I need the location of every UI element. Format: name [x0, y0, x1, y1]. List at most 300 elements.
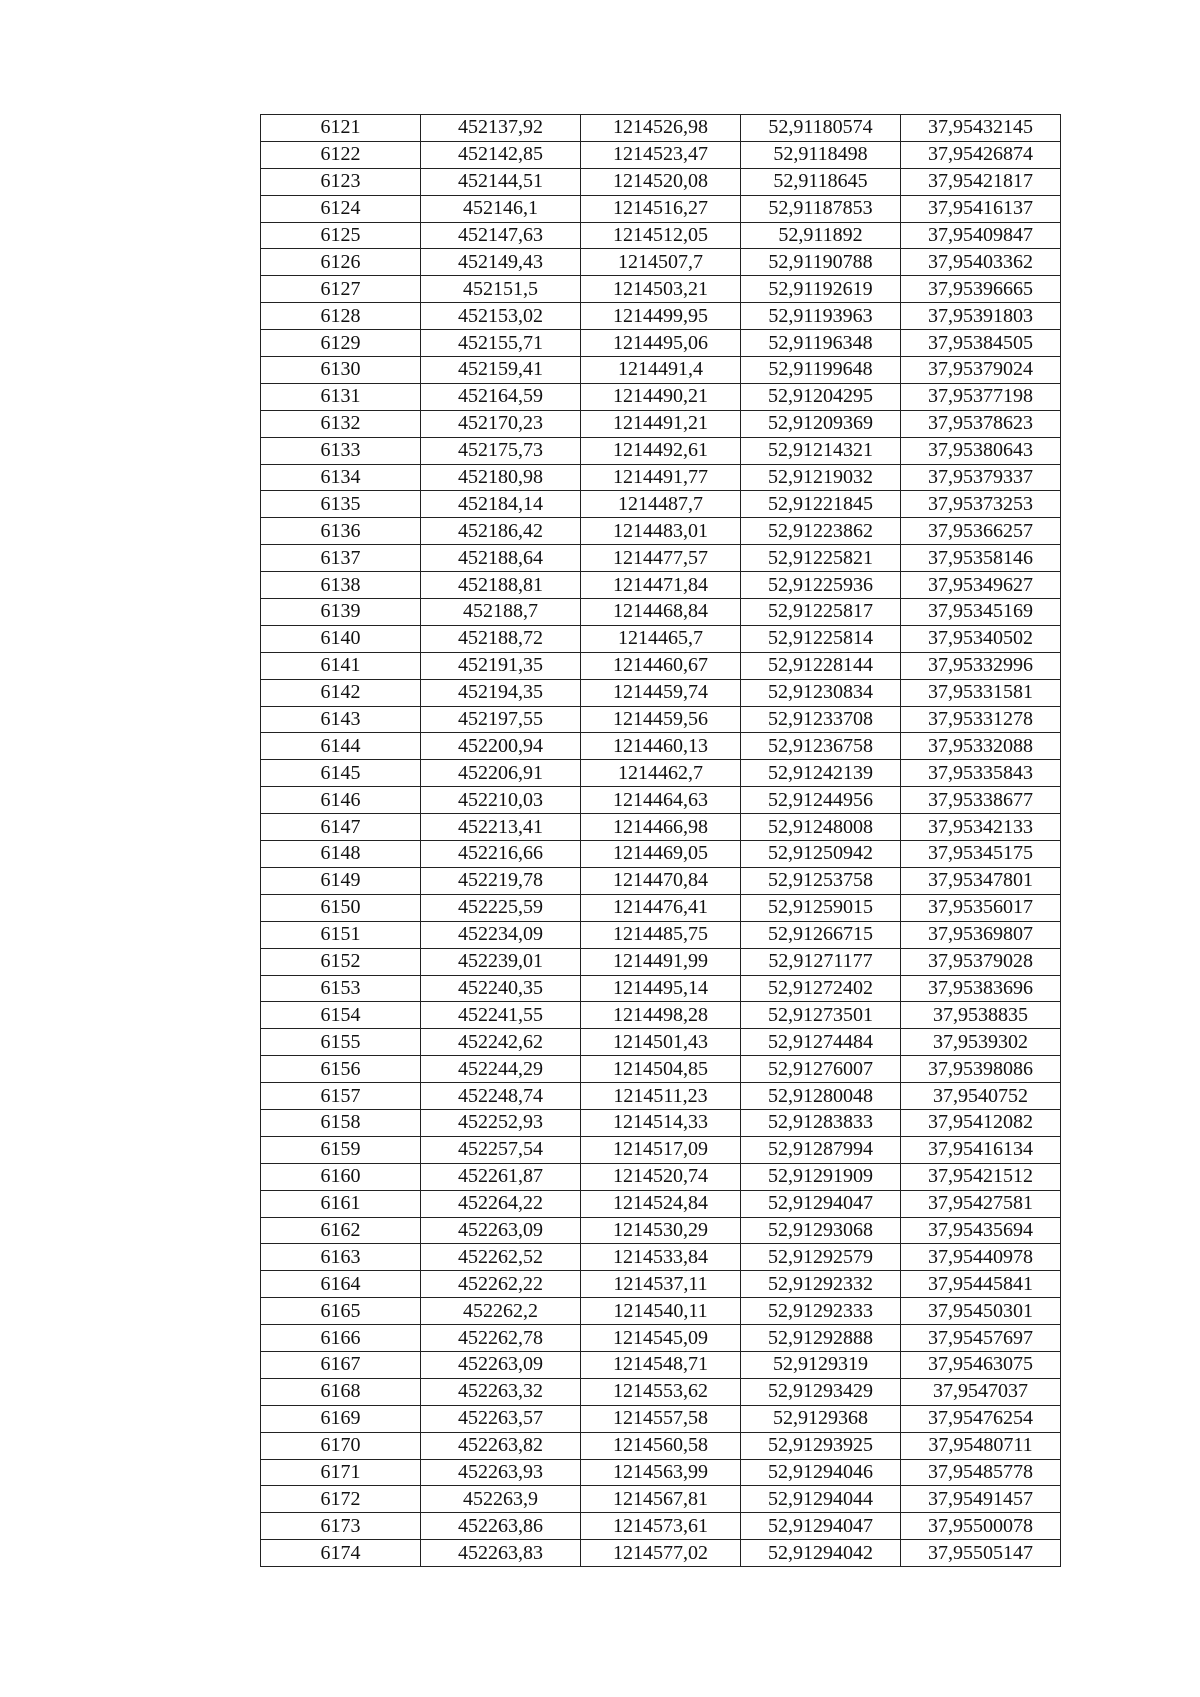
table-row	[261, 1217, 1061, 1244]
latitude-cell: 52,9129368	[741, 1405, 901, 1432]
table-row	[261, 760, 1061, 787]
longitude-cell: 37,95426874	[901, 141, 1061, 168]
y-coordinate-cell: 1214460,67	[581, 652, 741, 679]
longitude-cell: 37,95485778	[901, 1459, 1061, 1486]
table-row	[261, 491, 1061, 518]
table-row	[261, 652, 1061, 679]
x-coordinate-cell: 452188,72	[421, 625, 581, 652]
point-number-cell: 6172	[261, 1486, 421, 1513]
x-coordinate-cell: 452263,9	[421, 1486, 581, 1513]
y-coordinate-cell: 1214459,74	[581, 679, 741, 706]
latitude-cell: 52,91221845	[741, 491, 901, 518]
longitude-cell: 37,95435694	[901, 1217, 1061, 1244]
longitude-cell: 37,95450301	[901, 1298, 1061, 1325]
point-number-cell: 6132	[261, 410, 421, 437]
point-number-cell: 6173	[261, 1513, 421, 1540]
point-number-cell: 6142	[261, 679, 421, 706]
table-row	[261, 921, 1061, 948]
latitude-cell: 52,91204295	[741, 383, 901, 410]
table-row	[261, 599, 1061, 626]
point-number-cell: 6152	[261, 948, 421, 975]
longitude-cell: 37,95384505	[901, 330, 1061, 357]
y-coordinate-cell: 1214520,08	[581, 168, 741, 195]
x-coordinate-cell: 452234,09	[421, 921, 581, 948]
y-coordinate-cell: 1214490,21	[581, 383, 741, 410]
table-row	[261, 1351, 1061, 1378]
x-coordinate-cell: 452262,78	[421, 1325, 581, 1352]
x-coordinate-cell: 452262,2	[421, 1298, 581, 1325]
point-number-cell: 6133	[261, 437, 421, 464]
y-coordinate-cell: 1214468,84	[581, 599, 741, 626]
point-number-cell: 6130	[261, 357, 421, 384]
point-number-cell: 6162	[261, 1217, 421, 1244]
y-coordinate-cell: 1214567,81	[581, 1486, 741, 1513]
x-coordinate-cell: 452263,93	[421, 1459, 581, 1486]
table-row	[261, 948, 1061, 975]
x-coordinate-cell: 452257,54	[421, 1136, 581, 1163]
latitude-cell: 52,91271177	[741, 948, 901, 975]
point-number-cell: 6135	[261, 491, 421, 518]
latitude-cell: 52,91293925	[741, 1432, 901, 1459]
point-number-cell: 6150	[261, 894, 421, 921]
table-row	[261, 115, 1061, 142]
x-coordinate-cell: 452239,01	[421, 948, 581, 975]
point-number-cell: 6125	[261, 222, 421, 249]
latitude-cell: 52,91192619	[741, 276, 901, 303]
table-row	[261, 787, 1061, 814]
point-number-cell: 6139	[261, 599, 421, 626]
longitude-cell: 37,95416137	[901, 195, 1061, 222]
longitude-cell: 37,95440978	[901, 1244, 1061, 1271]
x-coordinate-cell: 452263,09	[421, 1217, 581, 1244]
x-coordinate-cell: 452248,74	[421, 1083, 581, 1110]
point-number-cell: 6160	[261, 1163, 421, 1190]
coordinates-table	[260, 114, 1061, 1567]
y-coordinate-cell: 1214466,98	[581, 814, 741, 841]
x-coordinate-cell: 452216,66	[421, 841, 581, 868]
latitude-cell: 52,91292332	[741, 1271, 901, 1298]
x-coordinate-cell: 452263,86	[421, 1513, 581, 1540]
latitude-cell: 52,91223862	[741, 518, 901, 545]
point-number-cell: 6124	[261, 195, 421, 222]
point-number-cell: 6164	[261, 1271, 421, 1298]
longitude-cell: 37,9547037	[901, 1378, 1061, 1405]
y-coordinate-cell: 1214491,99	[581, 948, 741, 975]
y-coordinate-cell: 1214523,47	[581, 141, 741, 168]
latitude-cell: 52,91294044	[741, 1486, 901, 1513]
latitude-cell: 52,91276007	[741, 1056, 901, 1083]
y-coordinate-cell: 1214471,84	[581, 572, 741, 599]
y-coordinate-cell: 1214465,7	[581, 625, 741, 652]
y-coordinate-cell: 1214469,05	[581, 841, 741, 868]
longitude-cell: 37,95396665	[901, 276, 1061, 303]
y-coordinate-cell: 1214573,61	[581, 1513, 741, 1540]
table-row	[261, 975, 1061, 1002]
y-coordinate-cell: 1214483,01	[581, 518, 741, 545]
table-row	[261, 330, 1061, 357]
latitude-cell: 52,91283833	[741, 1109, 901, 1136]
y-coordinate-cell: 1214485,75	[581, 921, 741, 948]
x-coordinate-cell: 452225,59	[421, 894, 581, 921]
point-number-cell: 6154	[261, 1002, 421, 1029]
x-coordinate-cell: 452263,57	[421, 1405, 581, 1432]
point-number-cell: 6165	[261, 1298, 421, 1325]
point-number-cell: 6168	[261, 1378, 421, 1405]
latitude-cell: 52,91292579	[741, 1244, 901, 1271]
latitude-cell: 52,91219032	[741, 464, 901, 491]
table-row	[261, 1298, 1061, 1325]
table-row	[261, 706, 1061, 733]
point-number-cell: 6145	[261, 760, 421, 787]
y-coordinate-cell: 1214560,58	[581, 1432, 741, 1459]
longitude-cell: 37,95345175	[901, 841, 1061, 868]
y-coordinate-cell: 1214512,05	[581, 222, 741, 249]
y-coordinate-cell: 1214487,7	[581, 491, 741, 518]
latitude-cell: 52,91293429	[741, 1378, 901, 1405]
table-row	[261, 1432, 1061, 1459]
point-number-cell: 6170	[261, 1432, 421, 1459]
x-coordinate-cell: 452144,51	[421, 168, 581, 195]
x-coordinate-cell: 452191,35	[421, 652, 581, 679]
point-number-cell: 6149	[261, 867, 421, 894]
longitude-cell: 37,95476254	[901, 1405, 1061, 1432]
latitude-cell: 52,9118645	[741, 168, 901, 195]
x-coordinate-cell: 452200,94	[421, 733, 581, 760]
x-coordinate-cell: 452137,92	[421, 115, 581, 142]
point-number-cell: 6156	[261, 1056, 421, 1083]
y-coordinate-cell: 1214540,11	[581, 1298, 741, 1325]
latitude-cell: 52,911892	[741, 222, 901, 249]
x-coordinate-cell: 452263,83	[421, 1540, 581, 1567]
latitude-cell: 52,91294047	[741, 1513, 901, 1540]
latitude-cell: 52,91233708	[741, 706, 901, 733]
table-row	[261, 1244, 1061, 1271]
longitude-cell: 37,95335843	[901, 760, 1061, 787]
x-coordinate-cell: 452151,5	[421, 276, 581, 303]
table-row	[261, 195, 1061, 222]
point-number-cell: 6126	[261, 249, 421, 276]
y-coordinate-cell: 1214511,23	[581, 1083, 741, 1110]
point-number-cell: 6171	[261, 1459, 421, 1486]
y-coordinate-cell: 1214503,21	[581, 276, 741, 303]
x-coordinate-cell: 452142,85	[421, 141, 581, 168]
latitude-cell: 52,91228144	[741, 652, 901, 679]
y-coordinate-cell: 1214498,28	[581, 1002, 741, 1029]
longitude-cell: 37,95457697	[901, 1325, 1061, 1352]
x-coordinate-cell: 452244,29	[421, 1056, 581, 1083]
longitude-cell: 37,95349627	[901, 572, 1061, 599]
latitude-cell: 52,91259015	[741, 894, 901, 921]
table-row	[261, 249, 1061, 276]
y-coordinate-cell: 1214507,7	[581, 249, 741, 276]
longitude-cell: 37,95331581	[901, 679, 1061, 706]
x-coordinate-cell: 452264,22	[421, 1190, 581, 1217]
table-row	[261, 464, 1061, 491]
table-row	[261, 1540, 1061, 1567]
longitude-cell: 37,95463075	[901, 1351, 1061, 1378]
table-row	[261, 357, 1061, 384]
latitude-cell: 52,91294042	[741, 1540, 901, 1567]
latitude-cell: 52,91225821	[741, 545, 901, 572]
latitude-cell: 52,91193963	[741, 303, 901, 330]
table-row	[261, 1056, 1061, 1083]
latitude-cell: 52,91250942	[741, 841, 901, 868]
latitude-cell: 52,91294047	[741, 1190, 901, 1217]
point-number-cell: 6151	[261, 921, 421, 948]
point-number-cell: 6121	[261, 115, 421, 142]
point-number-cell: 6161	[261, 1190, 421, 1217]
latitude-cell: 52,91225936	[741, 572, 901, 599]
y-coordinate-cell: 1214477,57	[581, 545, 741, 572]
table-row	[261, 1459, 1061, 1486]
latitude-cell: 52,9129319	[741, 1351, 901, 1378]
latitude-cell: 52,91292333	[741, 1298, 901, 1325]
latitude-cell: 52,91274484	[741, 1029, 901, 1056]
longitude-cell: 37,95421512	[901, 1163, 1061, 1190]
y-coordinate-cell: 1214548,71	[581, 1351, 741, 1378]
y-coordinate-cell: 1214476,41	[581, 894, 741, 921]
longitude-cell: 37,95409847	[901, 222, 1061, 249]
y-coordinate-cell: 1214553,62	[581, 1378, 741, 1405]
longitude-cell: 37,9538835	[901, 1002, 1061, 1029]
x-coordinate-cell: 452263,32	[421, 1378, 581, 1405]
x-coordinate-cell: 452262,52	[421, 1244, 581, 1271]
x-coordinate-cell: 452263,82	[421, 1432, 581, 1459]
table-row	[261, 625, 1061, 652]
table-row	[261, 733, 1061, 760]
latitude-cell: 52,91292888	[741, 1325, 901, 1352]
point-number-cell: 6123	[261, 168, 421, 195]
latitude-cell: 52,91225814	[741, 625, 901, 652]
table-row	[261, 1163, 1061, 1190]
point-number-cell: 6167	[261, 1351, 421, 1378]
table-row	[261, 1486, 1061, 1513]
y-coordinate-cell: 1214470,84	[581, 867, 741, 894]
longitude-cell: 37,95358146	[901, 545, 1061, 572]
table-row	[261, 1136, 1061, 1163]
point-number-cell: 6169	[261, 1405, 421, 1432]
latitude-cell: 52,91287994	[741, 1136, 901, 1163]
table-row	[261, 168, 1061, 195]
latitude-cell: 52,91266715	[741, 921, 901, 948]
x-coordinate-cell: 452188,64	[421, 545, 581, 572]
longitude-cell: 37,95491457	[901, 1486, 1061, 1513]
latitude-cell: 52,91190788	[741, 249, 901, 276]
longitude-cell: 37,95366257	[901, 518, 1061, 545]
longitude-cell: 37,95338677	[901, 787, 1061, 814]
y-coordinate-cell: 1214530,29	[581, 1217, 741, 1244]
y-coordinate-cell: 1214504,85	[581, 1056, 741, 1083]
longitude-cell: 37,95377198	[901, 383, 1061, 410]
x-coordinate-cell: 452194,35	[421, 679, 581, 706]
table-row	[261, 814, 1061, 841]
y-coordinate-cell: 1214460,13	[581, 733, 741, 760]
longitude-cell: 37,95427581	[901, 1190, 1061, 1217]
point-number-cell: 6140	[261, 625, 421, 652]
longitude-cell: 37,95391803	[901, 303, 1061, 330]
table-row	[261, 303, 1061, 330]
table-row	[261, 1002, 1061, 1029]
longitude-cell: 37,95480711	[901, 1432, 1061, 1459]
longitude-cell: 37,95403362	[901, 249, 1061, 276]
y-coordinate-cell: 1214501,43	[581, 1029, 741, 1056]
point-number-cell: 6157	[261, 1083, 421, 1110]
y-coordinate-cell: 1214526,98	[581, 115, 741, 142]
point-number-cell: 6147	[261, 814, 421, 841]
y-coordinate-cell: 1214524,84	[581, 1190, 741, 1217]
y-coordinate-cell: 1214545,09	[581, 1325, 741, 1352]
x-coordinate-cell: 452210,03	[421, 787, 581, 814]
longitude-cell: 37,9540752	[901, 1083, 1061, 1110]
point-number-cell: 6138	[261, 572, 421, 599]
point-number-cell: 6127	[261, 276, 421, 303]
point-number-cell: 6131	[261, 383, 421, 410]
longitude-cell: 37,95373253	[901, 491, 1061, 518]
table-row	[261, 1109, 1061, 1136]
x-coordinate-cell: 452262,22	[421, 1271, 581, 1298]
point-number-cell: 6128	[261, 303, 421, 330]
y-coordinate-cell: 1214577,02	[581, 1540, 741, 1567]
longitude-cell: 37,95379024	[901, 357, 1061, 384]
point-number-cell: 6163	[261, 1244, 421, 1271]
latitude-cell: 52,91293068	[741, 1217, 901, 1244]
point-number-cell: 6153	[261, 975, 421, 1002]
latitude-cell: 52,91253758	[741, 867, 901, 894]
x-coordinate-cell: 452170,23	[421, 410, 581, 437]
latitude-cell: 52,91273501	[741, 1002, 901, 1029]
table-row	[261, 1378, 1061, 1405]
latitude-cell: 52,9118498	[741, 141, 901, 168]
table-row	[261, 841, 1061, 868]
x-coordinate-cell: 452186,42	[421, 518, 581, 545]
point-number-cell: 6159	[261, 1136, 421, 1163]
longitude-cell: 37,95332088	[901, 733, 1061, 760]
longitude-cell: 37,9539302	[901, 1029, 1061, 1056]
latitude-cell: 52,91230834	[741, 679, 901, 706]
y-coordinate-cell: 1214491,21	[581, 410, 741, 437]
x-coordinate-cell: 452188,81	[421, 572, 581, 599]
table-row	[261, 437, 1061, 464]
table-row	[261, 1405, 1061, 1432]
longitude-cell: 37,95356017	[901, 894, 1061, 921]
longitude-cell: 37,95500078	[901, 1513, 1061, 1540]
longitude-cell: 37,95398086	[901, 1056, 1061, 1083]
y-coordinate-cell: 1214492,61	[581, 437, 741, 464]
table-row	[261, 1029, 1061, 1056]
longitude-cell: 37,95340502	[901, 625, 1061, 652]
point-number-cell: 6143	[261, 706, 421, 733]
point-number-cell: 6134	[261, 464, 421, 491]
y-coordinate-cell: 1214537,11	[581, 1271, 741, 1298]
x-coordinate-cell: 452188,7	[421, 599, 581, 626]
longitude-cell: 37,95379028	[901, 948, 1061, 975]
latitude-cell: 52,91225817	[741, 599, 901, 626]
latitude-cell: 52,91248008	[741, 814, 901, 841]
latitude-cell: 52,91294046	[741, 1459, 901, 1486]
coordinates-table-body	[261, 115, 1061, 1567]
latitude-cell: 52,91280048	[741, 1083, 901, 1110]
x-coordinate-cell: 452164,59	[421, 383, 581, 410]
x-coordinate-cell: 452147,63	[421, 222, 581, 249]
latitude-cell: 52,91242139	[741, 760, 901, 787]
x-coordinate-cell: 452213,41	[421, 814, 581, 841]
y-coordinate-cell: 1214495,06	[581, 330, 741, 357]
table-row	[261, 679, 1061, 706]
x-coordinate-cell: 452159,41	[421, 357, 581, 384]
latitude-cell: 52,91236758	[741, 733, 901, 760]
point-number-cell: 6146	[261, 787, 421, 814]
table-row	[261, 867, 1061, 894]
longitude-cell: 37,95342133	[901, 814, 1061, 841]
x-coordinate-cell: 452206,91	[421, 760, 581, 787]
table-row	[261, 1513, 1061, 1540]
y-coordinate-cell: 1214459,56	[581, 706, 741, 733]
point-number-cell: 6158	[261, 1109, 421, 1136]
longitude-cell: 37,95416134	[901, 1136, 1061, 1163]
table-row	[261, 1083, 1061, 1110]
x-coordinate-cell: 452184,14	[421, 491, 581, 518]
longitude-cell: 37,95505147	[901, 1540, 1061, 1567]
longitude-cell: 37,95379337	[901, 464, 1061, 491]
table-row	[261, 1271, 1061, 1298]
table-row	[261, 894, 1061, 921]
x-coordinate-cell: 452149,43	[421, 249, 581, 276]
table-row	[261, 276, 1061, 303]
y-coordinate-cell: 1214514,33	[581, 1109, 741, 1136]
y-coordinate-cell: 1214517,09	[581, 1136, 741, 1163]
x-coordinate-cell: 452155,71	[421, 330, 581, 357]
y-coordinate-cell: 1214464,63	[581, 787, 741, 814]
latitude-cell: 52,91214321	[741, 437, 901, 464]
table-row	[261, 1325, 1061, 1352]
longitude-cell: 37,95332996	[901, 652, 1061, 679]
table-row	[261, 1190, 1061, 1217]
x-coordinate-cell: 452180,98	[421, 464, 581, 491]
longitude-cell: 37,95380643	[901, 437, 1061, 464]
y-coordinate-cell: 1214495,14	[581, 975, 741, 1002]
longitude-cell: 37,95369807	[901, 921, 1061, 948]
table-row	[261, 383, 1061, 410]
point-number-cell: 6141	[261, 652, 421, 679]
longitude-cell: 37,95412082	[901, 1109, 1061, 1136]
x-coordinate-cell: 452252,93	[421, 1109, 581, 1136]
longitude-cell: 37,95378623	[901, 410, 1061, 437]
point-number-cell: 6155	[261, 1029, 421, 1056]
latitude-cell: 52,91244956	[741, 787, 901, 814]
x-coordinate-cell: 452241,55	[421, 1002, 581, 1029]
x-coordinate-cell: 452263,09	[421, 1351, 581, 1378]
y-coordinate-cell: 1214491,4	[581, 357, 741, 384]
latitude-cell: 52,91291909	[741, 1163, 901, 1190]
y-coordinate-cell: 1214491,77	[581, 464, 741, 491]
x-coordinate-cell: 452153,02	[421, 303, 581, 330]
table-row	[261, 518, 1061, 545]
point-number-cell: 6137	[261, 545, 421, 572]
longitude-cell: 37,95445841	[901, 1271, 1061, 1298]
longitude-cell: 37,95421817	[901, 168, 1061, 195]
latitude-cell: 52,91196348	[741, 330, 901, 357]
x-coordinate-cell: 452197,55	[421, 706, 581, 733]
point-number-cell: 6148	[261, 841, 421, 868]
point-number-cell: 6174	[261, 1540, 421, 1567]
longitude-cell: 37,95331278	[901, 706, 1061, 733]
table-row	[261, 545, 1061, 572]
latitude-cell: 52,91209369	[741, 410, 901, 437]
y-coordinate-cell: 1214533,84	[581, 1244, 741, 1271]
x-coordinate-cell: 452175,73	[421, 437, 581, 464]
latitude-cell: 52,91199648	[741, 357, 901, 384]
point-number-cell: 6144	[261, 733, 421, 760]
